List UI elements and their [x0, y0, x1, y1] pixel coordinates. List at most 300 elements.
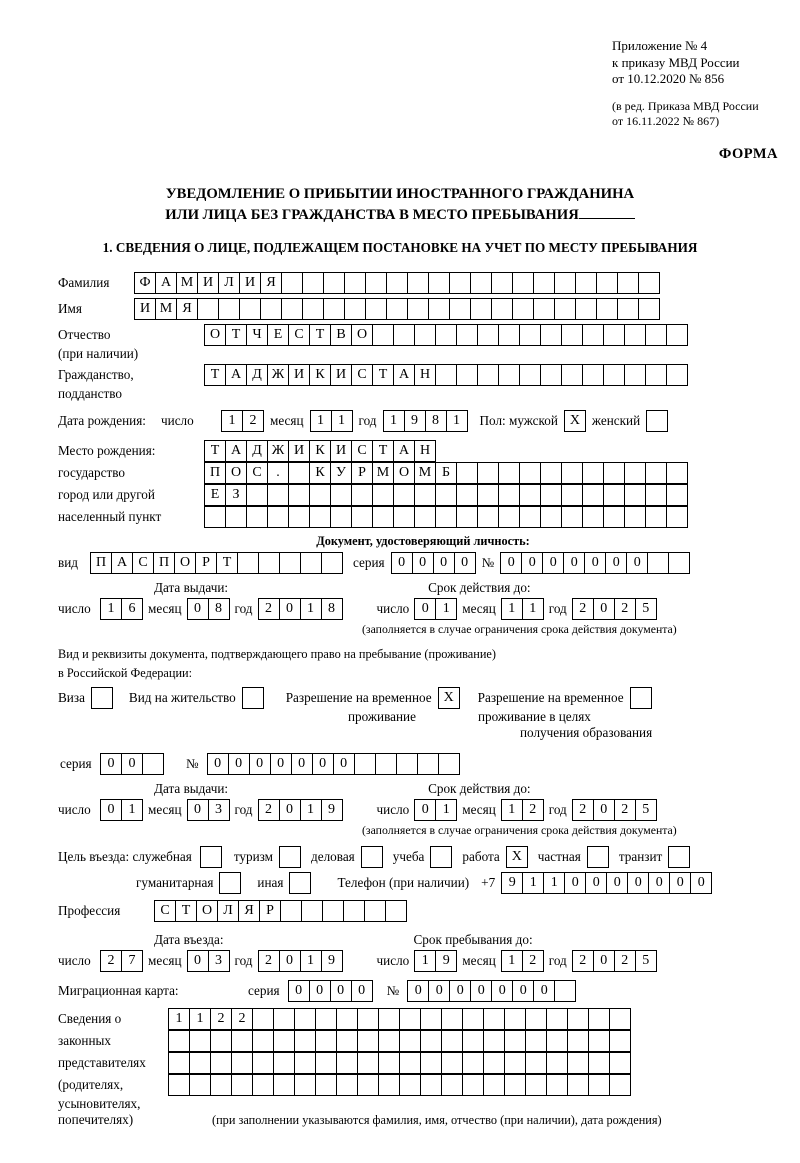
cell[interactable]	[168, 1074, 190, 1096]
cell[interactable]: М	[155, 298, 177, 320]
name-cells[interactable]	[134, 298, 660, 320]
doc-valid-day-cells[interactable]	[414, 598, 457, 620]
cell[interactable]	[279, 552, 301, 574]
cell[interactable]: 9	[321, 950, 343, 972]
cell[interactable]: П	[204, 462, 226, 484]
cell[interactable]	[645, 506, 667, 528]
cell[interactable]	[519, 506, 541, 528]
cell[interactable]: 9	[404, 410, 426, 432]
stay-until-month-cells[interactable]	[501, 950, 544, 972]
cell[interactable]	[399, 1052, 421, 1074]
cell[interactable]	[477, 484, 499, 506]
cell[interactable]	[344, 272, 366, 294]
cell[interactable]	[666, 484, 688, 506]
cell[interactable]	[462, 1074, 484, 1096]
cell[interactable]: 1	[435, 799, 457, 821]
cell[interactable]	[273, 1052, 295, 1074]
cell[interactable]	[309, 506, 331, 528]
cell[interactable]: 2	[258, 598, 280, 620]
cell[interactable]: 0	[291, 753, 313, 775]
cell[interactable]	[378, 1008, 400, 1030]
sex-male-checkbox[interactable]: X	[564, 410, 586, 432]
cell[interactable]: О	[225, 462, 247, 484]
cell[interactable]: 0	[391, 552, 413, 574]
cell[interactable]	[343, 900, 365, 922]
cell[interactable]	[567, 1074, 589, 1096]
cell[interactable]	[609, 1052, 631, 1074]
purpose-service-checkbox[interactable]	[200, 846, 222, 868]
cell[interactable]	[638, 272, 660, 294]
cell[interactable]: 7	[121, 950, 143, 972]
cell[interactable]	[441, 1052, 463, 1074]
cell[interactable]: 0	[454, 552, 476, 574]
doc-issue-year-cells[interactable]	[258, 598, 343, 620]
cell[interactable]: А	[111, 552, 133, 574]
cell[interactable]: У	[330, 462, 352, 484]
cell[interactable]	[575, 272, 597, 294]
doc-valid-year-cells[interactable]	[572, 598, 657, 620]
cell[interactable]	[525, 1052, 547, 1074]
cell[interactable]: З	[225, 484, 247, 506]
cell[interactable]	[477, 462, 499, 484]
cell[interactable]	[365, 272, 387, 294]
cell[interactable]	[645, 324, 667, 346]
stay-issue-year-cells[interactable]	[258, 799, 343, 821]
birth-day-cells[interactable]	[221, 410, 264, 432]
cell[interactable]	[603, 324, 625, 346]
cell[interactable]	[603, 462, 625, 484]
cell[interactable]	[582, 506, 604, 528]
cell[interactable]: 1	[414, 950, 436, 972]
cell[interactable]: 0	[428, 980, 450, 1002]
cell[interactable]: 0	[593, 598, 615, 620]
profession-cells[interactable]	[154, 900, 407, 922]
cell[interactable]	[357, 1074, 379, 1096]
cell[interactable]	[666, 462, 688, 484]
cell[interactable]	[273, 1074, 295, 1096]
stay-valid-day-cells[interactable]	[414, 799, 457, 821]
cell[interactable]	[357, 1052, 379, 1074]
cell[interactable]: Ж	[267, 364, 289, 386]
visa-checkbox[interactable]	[91, 687, 113, 709]
cell[interactable]	[588, 1030, 610, 1052]
cell[interactable]: О	[174, 552, 196, 574]
cell[interactable]: 2	[572, 799, 594, 821]
cell[interactable]	[582, 324, 604, 346]
cell[interactable]	[645, 462, 667, 484]
cell[interactable]	[435, 364, 457, 386]
cell[interactable]	[645, 364, 667, 386]
cell[interactable]	[420, 1030, 442, 1052]
cell[interactable]	[666, 364, 688, 386]
cell[interactable]	[624, 324, 646, 346]
cell[interactable]	[483, 1074, 505, 1096]
cell[interactable]	[393, 484, 415, 506]
cell[interactable]: Ж	[267, 440, 289, 462]
cell[interactable]	[483, 1052, 505, 1074]
cell[interactable]	[441, 1008, 463, 1030]
cell[interactable]: 0	[626, 552, 648, 574]
cell[interactable]: И	[288, 364, 310, 386]
cell[interactable]: 0	[187, 799, 209, 821]
cell[interactable]: 2	[614, 950, 636, 972]
cell[interactable]	[540, 364, 562, 386]
cell[interactable]: 9	[501, 872, 523, 894]
cell[interactable]: С	[351, 364, 373, 386]
cell[interactable]: 0	[412, 552, 434, 574]
purpose-private-checkbox[interactable]	[587, 846, 609, 868]
cell[interactable]: Я	[238, 900, 260, 922]
cell[interactable]	[546, 1052, 568, 1074]
cell[interactable]	[477, 506, 499, 528]
residence-permit-checkbox[interactable]	[242, 687, 264, 709]
stay-issue-day-cells[interactable]	[100, 799, 143, 821]
cell[interactable]: 2	[210, 1008, 232, 1030]
cell[interactable]: 0	[533, 980, 555, 1002]
cell[interactable]	[210, 1074, 232, 1096]
cell[interactable]: 0	[433, 552, 455, 574]
cell[interactable]: 1	[501, 799, 523, 821]
cell[interactable]: 2	[231, 1008, 253, 1030]
cell[interactable]: 1	[501, 950, 523, 972]
cell[interactable]: Д	[246, 440, 268, 462]
cell[interactable]	[567, 1008, 589, 1030]
cell[interactable]	[435, 484, 457, 506]
cell[interactable]: В	[330, 324, 352, 346]
cell[interactable]	[168, 1030, 190, 1052]
stay-valid-year-cells[interactable]	[572, 799, 657, 821]
cell[interactable]	[294, 1008, 316, 1030]
cell[interactable]	[237, 552, 259, 574]
cell[interactable]: 0	[521, 552, 543, 574]
cell[interactable]: 0	[449, 980, 471, 1002]
stay-until-day-cells[interactable]	[414, 950, 457, 972]
cell[interactable]	[357, 1008, 379, 1030]
cell[interactable]	[210, 1030, 232, 1052]
cell[interactable]	[624, 462, 646, 484]
cell[interactable]: Ч	[246, 324, 268, 346]
cell[interactable]	[575, 298, 597, 320]
cell[interactable]	[609, 1030, 631, 1052]
cell[interactable]: М	[372, 462, 394, 484]
cell[interactable]: 8	[321, 598, 343, 620]
cell[interactable]: Л	[218, 272, 240, 294]
cell[interactable]	[315, 1074, 337, 1096]
cell[interactable]	[617, 298, 639, 320]
cell[interactable]	[546, 1030, 568, 1052]
cell[interactable]: 1	[221, 410, 243, 432]
cell[interactable]	[420, 1008, 442, 1030]
cell[interactable]: 8	[208, 598, 230, 620]
cell[interactable]	[364, 900, 386, 922]
cell[interactable]	[323, 272, 345, 294]
cell[interactable]: 1	[383, 410, 405, 432]
cell[interactable]: К	[309, 440, 331, 462]
cell[interactable]	[525, 1030, 547, 1052]
cell[interactable]	[567, 1030, 589, 1052]
cell[interactable]: Р	[259, 900, 281, 922]
cell[interactable]	[456, 462, 478, 484]
entry-year-cells[interactable]	[258, 950, 343, 972]
cell[interactable]: Т	[309, 324, 331, 346]
cell[interactable]: 5	[635, 799, 657, 821]
cell[interactable]	[449, 298, 471, 320]
cell[interactable]	[315, 1052, 337, 1074]
stay-issue-month-cells[interactable]	[187, 799, 230, 821]
mig-number-cells[interactable]	[407, 980, 576, 1002]
cell[interactable]	[456, 484, 478, 506]
cell[interactable]	[609, 1008, 631, 1030]
cell[interactable]: 1	[189, 1008, 211, 1030]
cell[interactable]	[540, 484, 562, 506]
cell[interactable]: 0	[100, 799, 122, 821]
doc-issue-month-cells[interactable]	[187, 598, 230, 620]
cell[interactable]	[441, 1030, 463, 1052]
cell[interactable]: 2	[572, 598, 594, 620]
phone-cells[interactable]	[501, 872, 712, 894]
cell[interactable]: И	[239, 272, 261, 294]
cell[interactable]	[197, 298, 219, 320]
cell[interactable]: А	[393, 364, 415, 386]
cell[interactable]	[624, 484, 646, 506]
cell[interactable]: М	[414, 462, 436, 484]
edu-residence-checkbox[interactable]	[630, 687, 652, 709]
cell[interactable]	[519, 462, 541, 484]
cell[interactable]: С	[288, 324, 310, 346]
cell[interactable]	[288, 462, 310, 484]
cell[interactable]	[294, 1052, 316, 1074]
cell[interactable]: П	[153, 552, 175, 574]
cell[interactable]	[483, 1030, 505, 1052]
cell[interactable]	[252, 1052, 274, 1074]
cell[interactable]: 0	[309, 980, 331, 1002]
cell[interactable]: 1	[300, 799, 322, 821]
mig-series-cells[interactable]	[288, 980, 373, 1002]
cell[interactable]: 1	[501, 598, 523, 620]
cell[interactable]: 1	[522, 598, 544, 620]
cell[interactable]: 0	[500, 552, 522, 574]
cell[interactable]: Н	[414, 364, 436, 386]
cell[interactable]	[378, 1052, 400, 1074]
cell[interactable]	[301, 900, 323, 922]
surname-cells[interactable]	[134, 272, 660, 294]
cell[interactable]: А	[393, 440, 415, 462]
birth-month-cells[interactable]	[310, 410, 353, 432]
cell[interactable]	[596, 272, 618, 294]
cell[interactable]: О	[393, 462, 415, 484]
patronymic-cells[interactable]	[204, 324, 688, 346]
cell[interactable]: Р	[195, 552, 217, 574]
cell[interactable]: Т	[372, 440, 394, 462]
cell[interactable]	[336, 1030, 358, 1052]
cell[interactable]	[477, 324, 499, 346]
cell[interactable]: 2	[242, 410, 264, 432]
cell[interactable]	[561, 364, 583, 386]
cell[interactable]: 1	[300, 598, 322, 620]
cell[interactable]	[498, 506, 520, 528]
cell[interactable]: П	[90, 552, 112, 574]
cell[interactable]	[414, 484, 436, 506]
legal-rep-cells-3[interactable]	[168, 1052, 631, 1074]
cell[interactable]	[603, 506, 625, 528]
cell[interactable]	[399, 1008, 421, 1030]
cell[interactable]	[407, 272, 429, 294]
cell[interactable]	[561, 324, 583, 346]
cell[interactable]	[204, 506, 226, 528]
cell[interactable]	[462, 1008, 484, 1030]
cell[interactable]	[246, 506, 268, 528]
cell[interactable]	[218, 298, 240, 320]
cell[interactable]	[525, 1074, 547, 1096]
cell[interactable]	[603, 484, 625, 506]
cell[interactable]	[231, 1030, 253, 1052]
cell[interactable]: Б	[435, 462, 457, 484]
cell[interactable]: И	[288, 440, 310, 462]
cell[interactable]	[477, 364, 499, 386]
cell[interactable]: 2	[572, 950, 594, 972]
cell[interactable]: А	[155, 272, 177, 294]
cell[interactable]: 1	[543, 872, 565, 894]
cell[interactable]	[435, 506, 457, 528]
cell[interactable]: 0	[593, 799, 615, 821]
cell[interactable]: Т	[216, 552, 238, 574]
cell[interactable]: 0	[187, 598, 209, 620]
cell[interactable]: 0	[491, 980, 513, 1002]
cell[interactable]	[309, 484, 331, 506]
cell[interactable]: 0	[312, 753, 334, 775]
cell[interactable]	[351, 484, 373, 506]
cell[interactable]: Т	[204, 364, 226, 386]
cell[interactable]	[666, 506, 688, 528]
cell[interactable]	[554, 272, 576, 294]
cell[interactable]	[407, 298, 429, 320]
cell[interactable]: 0	[470, 980, 492, 1002]
cell[interactable]	[385, 900, 407, 922]
cell[interactable]: С	[351, 440, 373, 462]
cell[interactable]	[420, 1052, 442, 1074]
cell[interactable]	[596, 298, 618, 320]
cell[interactable]	[582, 462, 604, 484]
purpose-tourism-checkbox[interactable]	[279, 846, 301, 868]
cell[interactable]: Я	[176, 298, 198, 320]
cell[interactable]	[246, 484, 268, 506]
cell[interactable]: Т	[372, 364, 394, 386]
cell[interactable]	[315, 1008, 337, 1030]
cell[interactable]: 1	[522, 872, 544, 894]
cell[interactable]	[399, 1074, 421, 1096]
cell[interactable]	[456, 506, 478, 528]
legal-rep-cells-4[interactable]	[168, 1074, 631, 1096]
cell[interactable]	[365, 298, 387, 320]
cell[interactable]	[252, 1074, 274, 1096]
cell[interactable]	[330, 484, 352, 506]
cell[interactable]	[281, 298, 303, 320]
cell[interactable]	[336, 1008, 358, 1030]
cell[interactable]: О	[196, 900, 218, 922]
cell[interactable]	[321, 552, 343, 574]
cell[interactable]	[540, 462, 562, 484]
birth-place-city-cells-2[interactable]	[204, 484, 688, 506]
cell[interactable]	[498, 462, 520, 484]
cell[interactable]	[561, 506, 583, 528]
cell[interactable]: О	[204, 324, 226, 346]
cell[interactable]	[519, 324, 541, 346]
cell[interactable]	[504, 1052, 526, 1074]
cell[interactable]	[533, 298, 555, 320]
cell[interactable]: 1	[310, 410, 332, 432]
doc-series-cells[interactable]	[391, 552, 476, 574]
cell[interactable]: Я	[260, 272, 282, 294]
cell[interactable]: 0	[330, 980, 352, 1002]
cell[interactable]: 0	[564, 872, 586, 894]
cell[interactable]	[302, 272, 324, 294]
cell[interactable]	[323, 298, 345, 320]
purpose-study-checkbox[interactable]	[430, 846, 452, 868]
cell[interactable]	[491, 298, 513, 320]
stay-number-cells[interactable]	[207, 753, 460, 775]
cell[interactable]	[588, 1008, 610, 1030]
cell[interactable]: Т	[204, 440, 226, 462]
cell[interactable]: С	[246, 462, 268, 484]
cell[interactable]	[588, 1052, 610, 1074]
cell[interactable]	[252, 1030, 274, 1052]
cell[interactable]	[336, 1074, 358, 1096]
sex-female-checkbox[interactable]	[646, 410, 668, 432]
cell[interactable]	[396, 753, 418, 775]
cell[interactable]	[288, 484, 310, 506]
cell[interactable]	[588, 1074, 610, 1096]
cell[interactable]: И	[330, 440, 352, 462]
cell[interactable]	[491, 272, 513, 294]
cell[interactable]	[189, 1074, 211, 1096]
cell[interactable]	[386, 272, 408, 294]
cell[interactable]	[210, 1052, 232, 1074]
cell[interactable]	[225, 506, 247, 528]
cell[interactable]	[666, 324, 688, 346]
cell[interactable]: К	[309, 364, 331, 386]
cell[interactable]	[414, 324, 436, 346]
birth-place-state-cells[interactable]	[204, 440, 436, 462]
cell[interactable]	[438, 753, 460, 775]
purpose-humanitarian-checkbox[interactable]	[219, 872, 241, 894]
cell[interactable]	[647, 552, 669, 574]
cell[interactable]: 9	[435, 950, 457, 972]
cell[interactable]	[519, 484, 541, 506]
cell[interactable]: О	[351, 324, 373, 346]
cell[interactable]: А	[225, 440, 247, 462]
cell[interactable]: И	[197, 272, 219, 294]
cell[interactable]: 0	[270, 753, 292, 775]
entry-day-cells[interactable]	[100, 950, 143, 972]
cell[interactable]	[462, 1052, 484, 1074]
cell[interactable]: А	[225, 364, 247, 386]
cell[interactable]	[638, 298, 660, 320]
cell[interactable]	[449, 272, 471, 294]
cell[interactable]: 2	[100, 950, 122, 972]
stay-until-year-cells[interactable]	[572, 950, 657, 972]
cell[interactable]: 1	[121, 799, 143, 821]
cell[interactable]	[417, 753, 439, 775]
purpose-work-checkbox[interactable]: X	[506, 846, 528, 868]
purpose-other-checkbox[interactable]	[289, 872, 311, 894]
cell[interactable]	[603, 364, 625, 386]
cell[interactable]	[504, 1074, 526, 1096]
cell[interactable]	[267, 506, 289, 528]
cell[interactable]: 0	[279, 598, 301, 620]
birth-year-cells[interactable]	[383, 410, 468, 432]
cell[interactable]	[435, 324, 457, 346]
cell[interactable]	[189, 1052, 211, 1074]
